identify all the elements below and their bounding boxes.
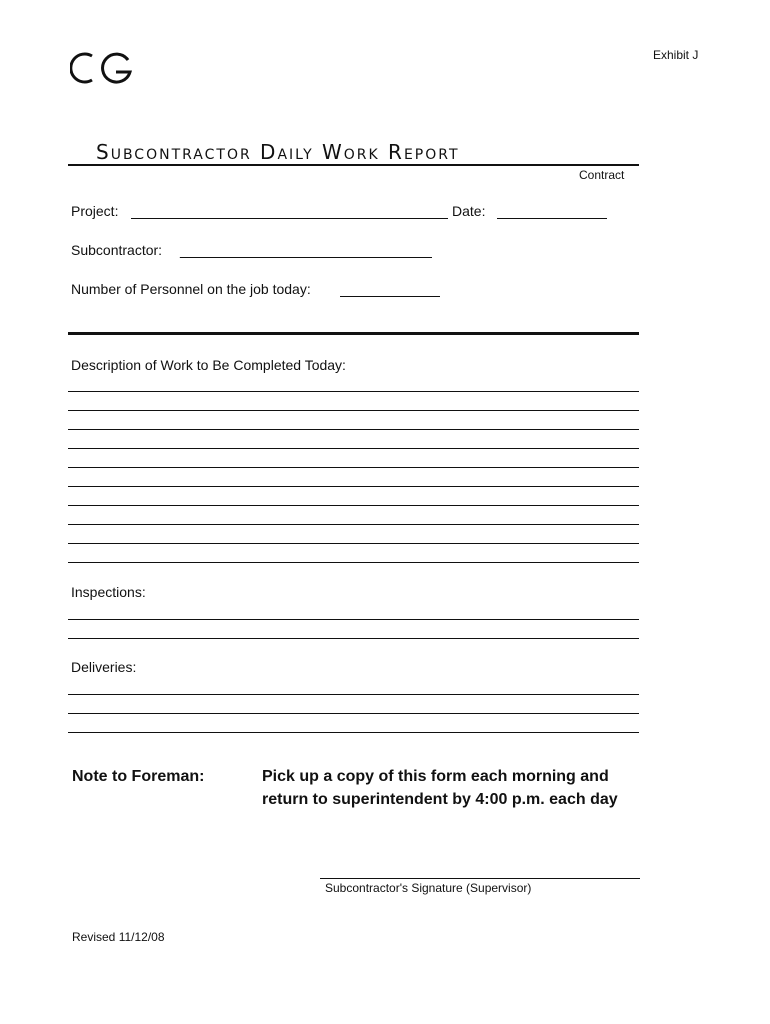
description-line[interactable] [68,505,639,506]
note-label: Note to Foreman: [72,768,205,785]
project-field[interactable] [131,204,448,219]
personnel-label: Number of Personnel on the job today: [71,281,311,297]
signature-line[interactable] [320,878,640,879]
description-line[interactable] [68,391,639,392]
signature-label: Subcontractor's Signature (Supervisor) [325,881,532,895]
description-label: Description of Work to Be Completed Today: [71,357,346,373]
inspections-line[interactable] [68,638,639,639]
exhibit-label: Exhibit J [653,48,699,62]
subcontractor-label: Subcontractor: [71,242,163,258]
company-logo [70,50,134,86]
deliveries-label: Deliveries: [71,659,137,675]
description-line[interactable] [68,562,639,563]
description-line[interactable] [68,467,639,468]
note-text: Pick up a copy of this form each morning and return to superintendent by 4:00 p.m. each day [262,768,618,808]
personnel-field[interactable] [340,282,440,297]
date-label: Date: [452,203,486,219]
project-label: Project: [71,203,119,219]
form-title: Subcontractor Daily Work Report [96,140,460,164]
description-line[interactable] [68,524,639,525]
deliveries-line[interactable] [68,713,639,714]
contract-label: Contract [579,168,625,182]
description-line[interactable] [68,429,639,430]
inspections-line[interactable] [68,619,639,620]
description-line[interactable] [68,410,639,411]
deliveries-line[interactable] [68,694,639,695]
description-line[interactable] [68,543,639,544]
deliveries-line[interactable] [68,732,639,733]
date-field[interactable] [497,204,607,219]
description-line[interactable] [68,448,639,449]
description-line[interactable] [68,486,639,487]
title-rule [68,164,639,166]
section-divider [68,332,639,335]
inspections-label: Inspections: [71,584,146,600]
revised-date: Revised 11/12/08 [72,930,165,944]
subcontractor-field[interactable]: _ [180,243,432,258]
